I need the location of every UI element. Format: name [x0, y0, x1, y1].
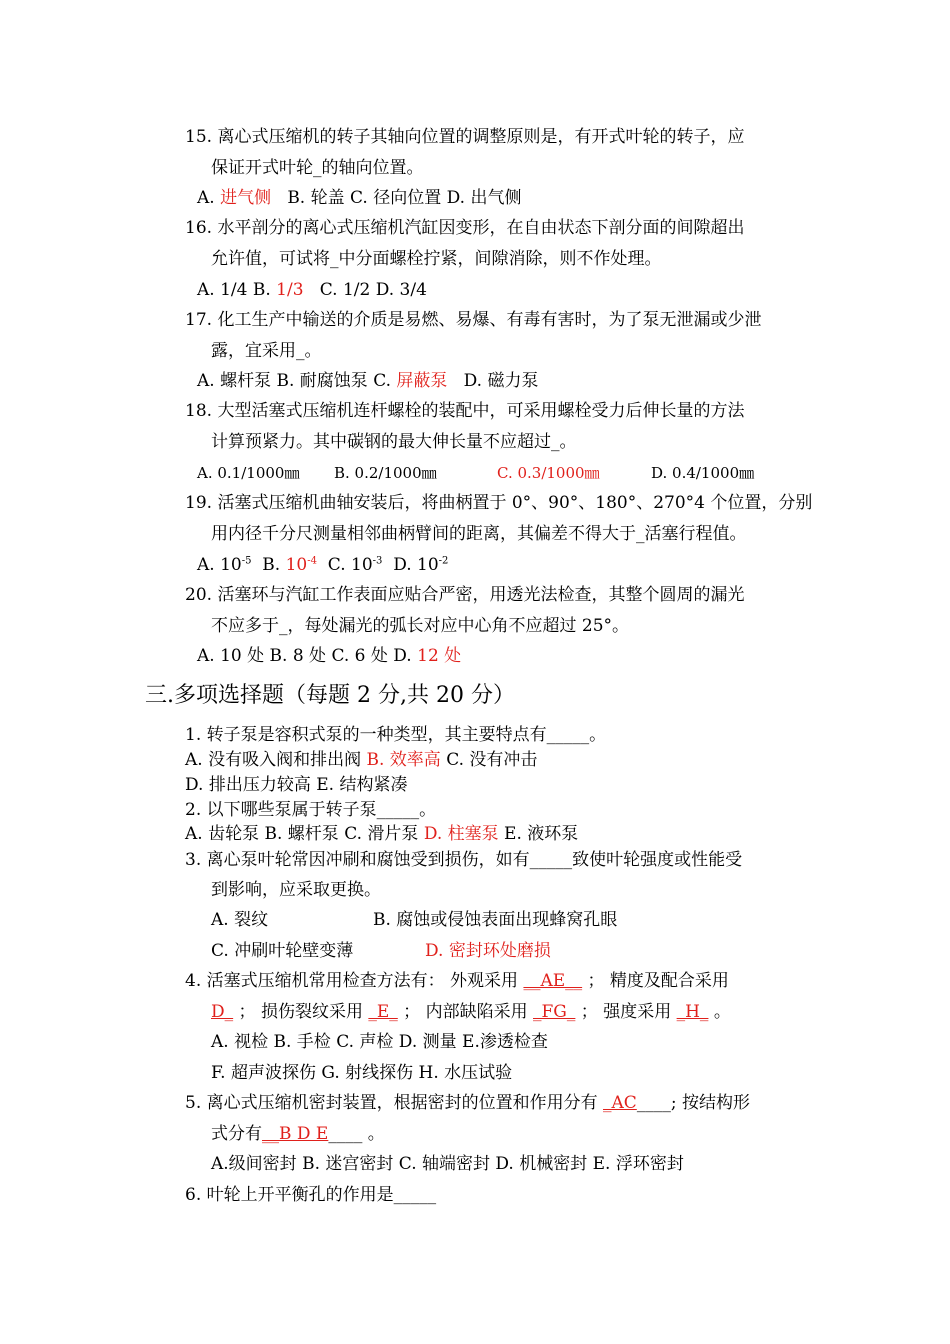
q18-option-d: D. 0.4/1000㎜	[651, 464, 755, 482]
m2-answer: D. 柱塞泵	[423, 824, 499, 844]
m5-line2: 式分有__B D E____ 。	[211, 1124, 385, 1144]
m4-answer-internal: _FG_	[533, 1002, 576, 1022]
m3-option-a: A. 裂纹	[211, 910, 269, 930]
q20-options: A. 10 处 B. 8 处 C. 6 处 D. 12 处	[197, 646, 462, 666]
q20-line2: 不应多于_，每处漏光的弧长对应中心角不应超过 25°。	[211, 616, 630, 636]
m4-answer-strength: _H_	[676, 1002, 709, 1022]
m4-answer-crack: _E_	[368, 1002, 398, 1022]
q19-answer: $10^{-4}$	[285, 555, 317, 575]
m4-answer-precision: D_	[211, 1002, 234, 1022]
q19-options: A. $10^{-5}$ B. $10^{-4}$ C. $10^{-3}$ D. $10^{-2}$	[197, 555, 449, 575]
m3-option-b: B. 腐蚀或侵蚀表面出现蜂窝孔眼	[373, 910, 618, 930]
m4-options-1: A. 视检 B. 手检 C. 声检 D. 测量 E.渗透检查	[211, 1032, 548, 1052]
m3-line1: 3. 离心泵叶轮常因冲刷和腐蚀受到损伤，如有_____致使叶轮强度或性能受	[185, 850, 743, 870]
m3-option-c: C. 冲刷叶轮壁变薄	[211, 941, 354, 961]
q19-line1: 19. 活塞式压缩机曲轴安装后，将曲柄置于 0°、90°、180°、270°4 个位置，分别	[185, 493, 813, 513]
q20-answer: 12 处	[417, 646, 462, 666]
m4-line1: 4. 活塞式压缩机常用检查方法有： 外观采用 __AE__ ； 精度及配合采用	[185, 971, 729, 991]
m1-answer: B. 效率高	[366, 750, 441, 770]
q18-line2: 计算预紧力。其中碳钢的最大伸长量不应超过_。	[211, 432, 577, 452]
m3-answer: D. 密封环处磨损	[425, 941, 551, 961]
q17-answer: 屏蔽泵	[396, 371, 448, 391]
m5-answer-structure: __B D E	[262, 1124, 329, 1144]
m1-options-2: D. 排出压力较高 E. 结构紧凑	[185, 775, 408, 795]
q15-line2: 保证开式叶轮_的轴向位置。	[211, 158, 424, 178]
q16-options: A. 1/4 B. 1/3 C. 1/2 D. 3/4	[197, 280, 427, 300]
q18-answer: C. 0.3/1000㎜	[497, 464, 600, 482]
q18-line1: 18. 大型活塞式压缩机连杆螺栓的装配中，可采用螺栓受力后伸长量的方法	[185, 401, 745, 421]
q17-line2: 露，宜采用_。	[211, 341, 322, 361]
m5-line1: 5. 离心式压缩机密封装置，根据密封的位置和作用分有 _AC____; 按结构形	[185, 1093, 750, 1113]
q15-options: A. 进气侧 B. 轮盖 C. 径向位置 D. 出气侧	[197, 188, 522, 208]
m2-question: 2. 以下哪些泵属于转子泵_____。	[185, 800, 437, 820]
q15-line1: 15. 离心式压缩机的转子其轴向位置的调整原则是，有开式叶轮的转子，应	[185, 127, 745, 147]
q16-line2: 允许值，可试将_中分面螺栓拧紧，间隙消除，则不作处理。	[211, 249, 662, 269]
q17-options: A. 螺杆泵 B. 耐腐蚀泵 C. 屏蔽泵 D. 磁力泵	[197, 371, 539, 391]
m1-question: 1. 转子泵是容积式泵的一种类型，其主要特点有_____。	[185, 725, 607, 745]
q18-option-a: A. 0.1/1000㎜	[197, 464, 300, 482]
m5-answer-position: _AC	[603, 1093, 637, 1113]
m5-options: A.级间密封 B. 迷宫密封 C. 轴端密封 D. 机械密封 E. 浮环密封	[211, 1154, 684, 1174]
section-heading: 三.多项选择题（每题 2 分,共 20 分）	[145, 683, 515, 708]
q17-line1: 17. 化工生产中输送的介质是易燃、易爆、有毒有害时，为了泵无泄漏或少泄	[185, 310, 762, 330]
m3-line2: 到影响，应采取更换。	[211, 880, 381, 900]
q16-line1: 16. 水平剖分的离心式压缩机汽缸因变形，在自由状态下剖分面的间隙超出	[185, 218, 745, 238]
q18-option-b: B. 0.2/1000㎜	[334, 464, 437, 482]
m4-line2: D_ ； 损伤裂纹采用 _E_ ； 内部缺陷采用 _FG_ ； 强度采用 _H_ 。	[211, 1002, 731, 1022]
q15-answer: 进气侧	[220, 188, 272, 208]
m4-options-2: F. 超声波探伤 G. 射线探伤 H. 水压试验	[211, 1063, 513, 1083]
m6-question: 6. 叶轮上开平衡孔的作用是_____	[185, 1185, 437, 1205]
m4-answer-visual: __AE__	[523, 971, 583, 991]
m1-options-1: A. 没有吸入阀和排出阀 B. 效率高 C. 没有冲击	[185, 750, 538, 770]
q16-answer: 1/3	[276, 280, 304, 300]
q19-line2: 用内径千分尺测量相邻曲柄臂间的距离，其偏差不得大于_活塞行程值。	[211, 524, 747, 544]
q20-line1: 20. 活塞环与汽缸工作表面应贴合严密，用透光法检查，其整个圆周的漏光	[185, 585, 745, 605]
m2-options: A. 齿轮泵 B. 螺杆泵 C. 滑片泵 D. 柱塞泵 E. 液环泵	[185, 824, 579, 844]
